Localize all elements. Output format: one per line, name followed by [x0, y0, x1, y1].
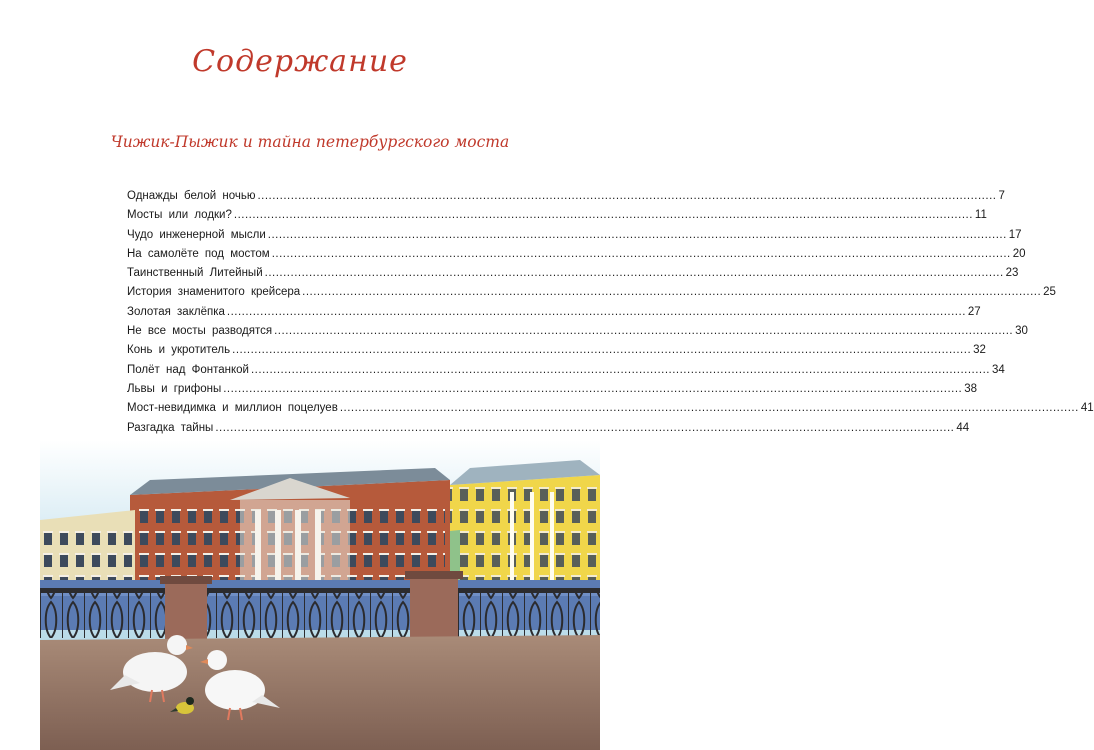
toc-entry-title: Мост-невидимка и миллион поцелуев [127, 402, 338, 415]
toc-entry-page: 23 [1005, 267, 1019, 280]
toc-entry[interactable] [127, 421, 970, 441]
toc-dot-leader: ........................................................................................................................................................................................................ [223, 382, 963, 395]
toc-entry-title: Таинственный Литейный [127, 267, 263, 280]
red-brick-building [130, 468, 450, 580]
table-of-contents [127, 190, 1094, 441]
toc-dot-leader: ........................................................................................................................................................................................................ [257, 190, 997, 202]
toc-entry-title: Однажды белой ночью [127, 190, 256, 202]
toc-entry-page: 25 [1043, 286, 1056, 299]
toc-dot-leader: ........................................................................................................................................................................................................ [264, 267, 1004, 280]
toc-dot-leader: ........................................................................................................................................................................................................ [271, 247, 1011, 260]
toc-entry-title: На самолёте под мостом [127, 247, 270, 260]
toc-dot-leader: ........................................................................................................................................................................................................ [226, 305, 966, 318]
section-subtitle: Чижик-Пыжик и тайна петербургского моста [110, 133, 510, 151]
cream-building [40, 510, 135, 585]
toc-dot-leader: ........................................................................................................................................................................................................ [250, 363, 990, 376]
toc-entry[interactable] [127, 363, 1005, 383]
toc-entry-title: Мосты или лодки? [127, 209, 232, 222]
toc-dot-leader: ........................................................................................................................................................................................................ [274, 325, 1014, 338]
toc-entry-page: 20 [1012, 247, 1026, 260]
toc-entry-title: Полёт над Фонтанкой [127, 363, 249, 376]
toc-entry[interactable] [127, 344, 986, 363]
city-embankment-illustration [40, 440, 600, 750]
yellow-building [450, 460, 600, 580]
toc-entry-page: 44 [956, 421, 970, 434]
toc-entry-page: 41 [1080, 402, 1094, 415]
toc-entry-title: Разгадка тайны [127, 421, 214, 434]
toc-dot-leader: ........................................................................................................................................................................................................ [302, 286, 1042, 299]
toc-entry-title: Конь и укротитель [127, 344, 231, 357]
toc-entry[interactable] [127, 286, 1056, 305]
toc-entry[interactable] [127, 325, 1028, 344]
toc-entry[interactable] [127, 267, 1019, 286]
toc-entry-page: 17 [1008, 228, 1022, 241]
toc-entry-page: 32 [973, 344, 986, 357]
toc-dot-leader: ........................................................................................................................................................................................................ [232, 344, 972, 357]
toc-dot-leader: ........................................................................................................................................................................................................ [233, 209, 973, 222]
toc-entry-page: 27 [967, 305, 981, 318]
toc-entry[interactable] [127, 382, 978, 402]
toc-dot-leader: ........................................................................................................................................................................................................ [267, 228, 1007, 241]
toc-entry-title: История знаменитого крейсера [127, 286, 301, 299]
toc-entry[interactable] [127, 402, 1094, 421]
toc-entry-title: Львы и грифоны [127, 382, 222, 395]
toc-entry[interactable] [127, 228, 1022, 248]
page-title: Содержание [192, 44, 408, 79]
toc-entry-title: Не все мосты разводятся [127, 325, 273, 338]
toc-entry-page: 30 [1015, 325, 1028, 338]
toc-entry-page: 11 [974, 209, 987, 222]
toc-entry[interactable] [127, 305, 981, 325]
toc-entry-title: Золотая заклёпка [127, 305, 225, 318]
toc-entry-page: 34 [992, 363, 1005, 376]
toc-entry-page: 38 [964, 382, 978, 395]
toc-dot-leader: ........................................................................................................................................................................................................ [339, 402, 1079, 415]
toc-entry[interactable] [127, 209, 987, 228]
toc-entry-title: Чудо инженерной мысли [127, 228, 266, 241]
toc-dot-leader: ........................................................................................................................................................................................................ [215, 421, 955, 434]
toc-entry[interactable] [127, 247, 1026, 267]
toc-entry-page: 7 [998, 190, 1005, 202]
toc-entry[interactable] [127, 190, 1005, 209]
